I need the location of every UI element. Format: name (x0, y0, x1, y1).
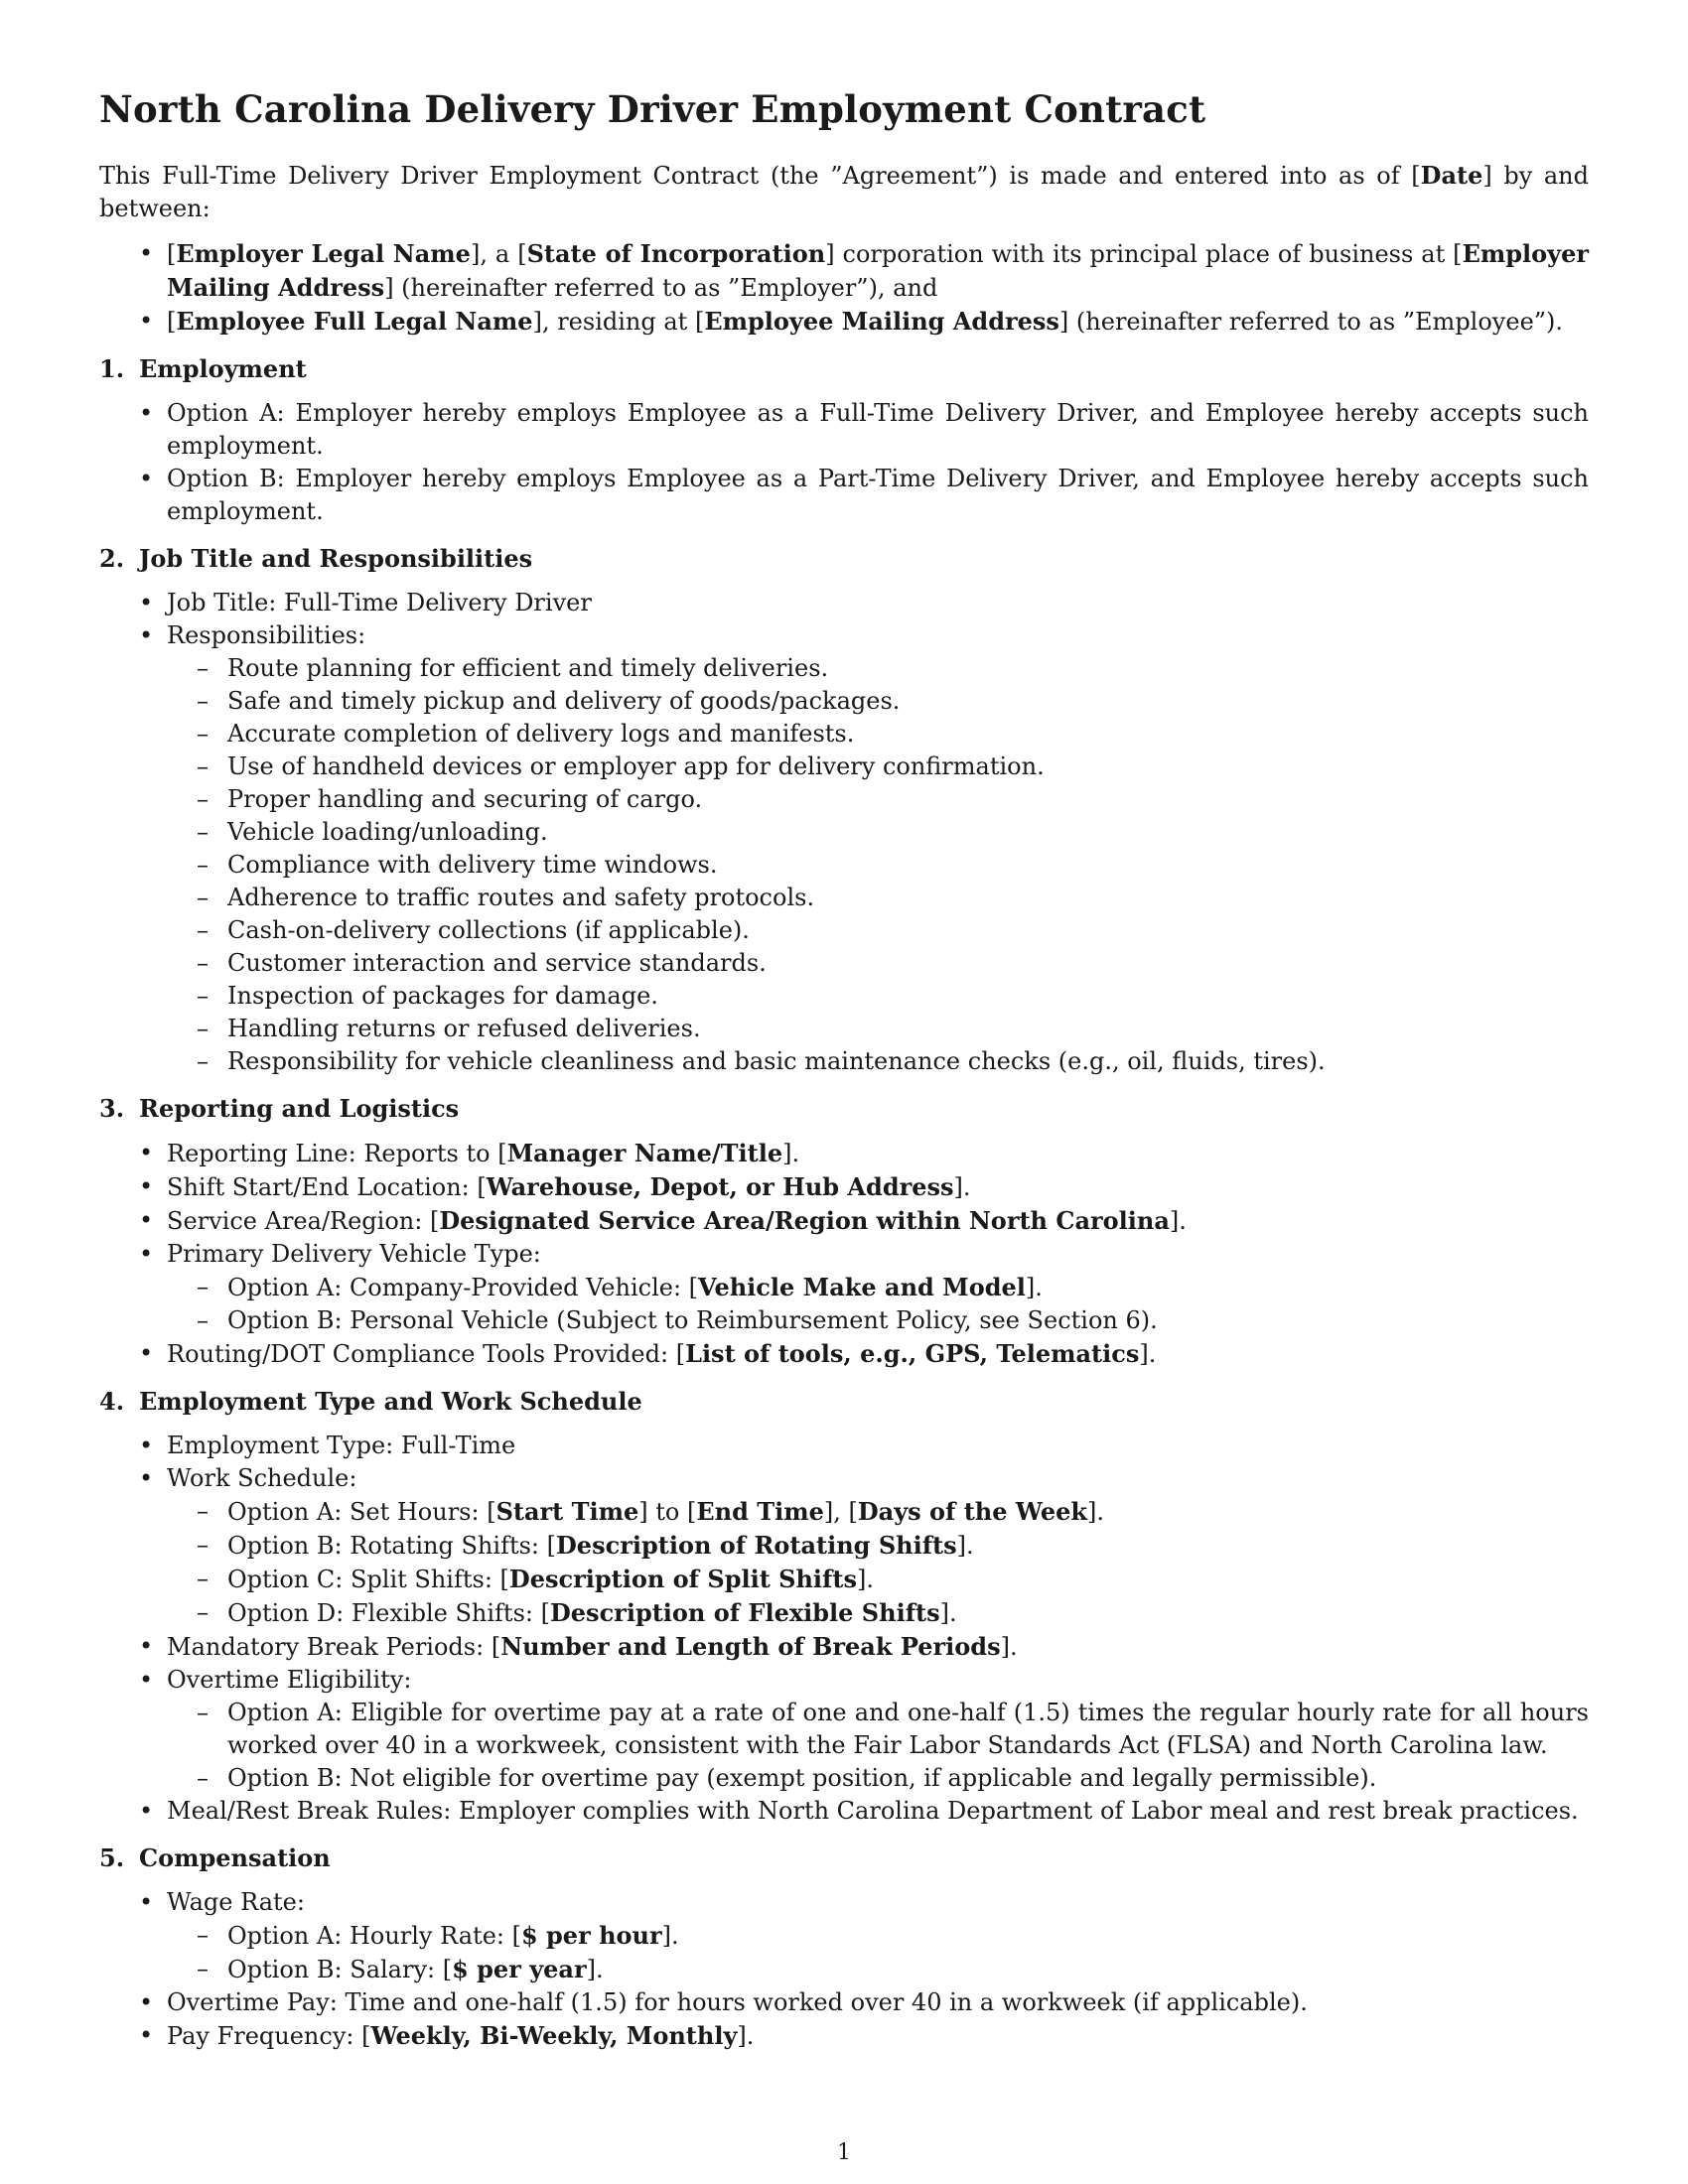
list-item: – Option C: Split Shifts: [Description of Split Shifts]. (167, 1563, 1589, 1596)
vehicle-options (167, 1271, 1589, 1337)
list-item: – Option D: Flexible Shifts: [Description of Flexible Shifts]. (167, 1596, 1589, 1630)
contract-page (99, 87, 1589, 2067)
page-number: 1 (837, 2140, 851, 2165)
reporting-list (99, 1137, 1589, 1371)
shift-location-item: • Shift Start/End Location: [Warehouse, Depot, or Hub Address]. (99, 1170, 1589, 1204)
schedule-list (99, 1430, 1589, 1828)
list-item: – Customer interaction and service standards. (167, 947, 1589, 980)
list-item: – Option A: Hourly Rate: [$ per hour]. (167, 1919, 1589, 1953)
list-item: – Use of handheld devices or employer app for delivery confirmation. (167, 751, 1589, 783)
employee-party: • [Employee Full Legal Name], residing at [Employee Mailing Address] (hereinafter referred to as ”Employee”). (99, 305, 1589, 339)
list-item: – Option A: Set Hours: [Start Time] to [End Time], [Days of the Week]. (167, 1495, 1589, 1529)
reporting-line-item: • Reporting Line: Reports to [Manager Name/Title]. (99, 1137, 1589, 1170)
employer-name-placeholder: Employer Legal Name (176, 239, 471, 268)
overtime-pay-item: • Overtime Pay: Time and one-half (1.5) for hours worked over 40 in a workweek (if applicable). (99, 1986, 1589, 2019)
list-item: – Cash-on-delivery collections (if applicable). (167, 914, 1589, 947)
employment-type-item: • Employment Type: Full-Time (99, 1430, 1589, 1462)
wage-options (167, 1919, 1589, 1986)
list-item: – Inspection of packages for damage. (167, 980, 1589, 1013)
section-heading-compensation: 5. Compensation (99, 1843, 331, 1872)
employee-address-placeholder: Employee Mailing Address (704, 307, 1059, 336)
document-title: North Carolina Delivery Driver Employment Contract (99, 87, 1206, 131)
overtime-eligibility-item: • Overtime Eligibility: – Option A: Eligible for overtime pay at a rate of one and one-half (1.5) times the regular hourly rate for all hours worked over 40 in a workweek, consistent with the Fair Labor Standards Act (FLSA) and North Carolina law. – Option B: Not eligible for overtime pay (exempt position, if applicable and legally permissible). (99, 1664, 1589, 1795)
list-item: – Vehicle loading/unloading. (167, 816, 1589, 849)
list-item: • Option A: Employer hereby employs Employee as a Full-Time Delivery Driver, and Employee hereby accepts such employment. (99, 397, 1589, 463)
intro-paragraph (99, 159, 1589, 225)
list-item: – Option B: Salary: [$ per year]. (167, 1953, 1589, 1986)
service-area-item: • Service Area/Region: [Designated Service Area/Region within North Carolina]. (99, 1204, 1589, 1238)
intro-text-end: ] by and between: (99, 162, 1590, 222)
responsibilities-list (167, 652, 1589, 1078)
work-schedule-item: • Work Schedule: – Option A: Set Hours: [Start Time] to [End Time], [Days of the Week]. – Option B: Rotating Shifts: [Description of Rotating Shifts]. – Option C: Split Shifts: [Description of Split Shifts]. – Option D: Flexible Shifts: [Description of Flexible Shifts]. (99, 1462, 1589, 1630)
wage-rate-item: • Wage Rate: – Option A: Hourly Rate: [$ per hour]. – Option B: Salary: [$ per year]. (99, 1886, 1589, 1986)
date-placeholder: Date (1420, 161, 1483, 190)
section-heading-schedule: 4. Employment Type and Work Schedule (99, 1387, 642, 1416)
vehicle-type-item: • Primary Delivery Vehicle Type: – Option A: Company-Provided Vehicle: [Vehicle Make and Model]. – Option B: Personal Vehicle (Subject to Reimbursement Policy, see Section 6). (99, 1238, 1589, 1337)
compensation-list (99, 1886, 1589, 2053)
section-heading-job-title: 2. Job Title and Responsibilities (99, 544, 533, 573)
job-title-list (99, 587, 1589, 1078)
list-item: – Option A: Eligible for overtime pay at a rate of one and one-half (1.5) times the regular hourly rate for all hours worked over 40 in a workweek, consistent with the Fair Labor Standards Act (FLSA) and North Carolina law. (167, 1697, 1589, 1762)
list-item: – Compliance with delivery time windows. (167, 849, 1589, 882)
intro-text: This Full-Time Delivery Driver Employment Contract (the ”Agreement”) is made and entered into as of [ (99, 162, 1421, 190)
meal-break-item: • Meal/Rest Break Rules: Employer complies with North Carolina Department of Labor meal and rest break practices. (99, 1795, 1589, 1828)
list-item: – Safe and timely pickup and delivery of goods/packages. (167, 685, 1589, 718)
schedule-options (167, 1495, 1589, 1630)
employer-address-placeholder: Employer Mailing Address (167, 239, 1590, 302)
responsibilities-item: • Responsibilities: – Route planning for efficient and timely deliveries. – Safe and timely pickup and delivery of goods/packages. – Accurate completion of delivery logs and manifests. – Use of handheld devices or employer app for delivery confirmation. – Proper handling and securing of cargo. – Vehicle loading/unloading. – Compliance with delivery time windows. – Adherence to traffic routes and safety protocols. – Cash-on-delivery collections (if applicable). – Customer interaction and service standards. – Inspection of packages for damage. – Handling returns or refused deliveries. – Responsibility for vehicle cleanliness and basic maintenance checks (e.g., oil, fluids, tires). (99, 619, 1589, 1078)
job-title-item: • Job Title: Full-Time Delivery Driver (99, 587, 1589, 619)
list-item: – Handling returns or refused deliveries. (167, 1013, 1589, 1045)
list-item: – Route planning for efficient and timely deliveries. (167, 652, 1589, 685)
section-heading-reporting: 3. Reporting and Logistics (99, 1094, 460, 1123)
employment-options (99, 397, 1589, 528)
break-periods-item: • Mandatory Break Periods: [Number and Length of Break Periods]. (99, 1630, 1589, 1664)
list-item: – Option A: Company-Provided Vehicle: [Vehicle Make and Model]. (167, 1271, 1589, 1304)
section-heading-employment: 1. Employment (99, 354, 307, 383)
list-item: – Adherence to traffic routes and safety protocols. (167, 882, 1589, 914)
employer-party: • [Employer Legal Name], a [State of Incorporation] corporation with its principal place of business at [Employer Mailing Address] (hereinafter referred to as ”Employer”), and (99, 237, 1589, 305)
parties-list (99, 237, 1589, 339)
list-item: – Option B: Personal Vehicle (Subject to Reimbursement Policy, see Section 6). (167, 1304, 1589, 1337)
pay-frequency-item: • Pay Frequency: [Weekly, Bi-Weekly, Monthly]. (99, 2019, 1589, 2053)
list-item: • Option B: Employer hereby employs Employee as a Part-Time Delivery Driver, and Employee hereby accepts such employment. (99, 463, 1589, 528)
list-item: – Proper handling and securing of cargo. (167, 783, 1589, 816)
list-item: – Responsibility for vehicle cleanliness and basic maintenance checks (e.g., oil, fluids, tires). (167, 1045, 1589, 1078)
list-item: – Option B: Rotating Shifts: [Description of Rotating Shifts]. (167, 1529, 1589, 1563)
overtime-options (167, 1697, 1589, 1795)
list-item: – Option B: Not eligible for overtime pay (exempt position, if applicable and legally permissible). (167, 1762, 1589, 1795)
list-item: – Accurate completion of delivery logs and manifests. (167, 718, 1589, 751)
employee-name-placeholder: Employee Full Legal Name (176, 307, 533, 336)
tools-item: • Routing/DOT Compliance Tools Provided: [List of tools, e.g., GPS, Telematics]. (99, 1337, 1589, 1371)
state-placeholder: State of Incorporation (526, 239, 826, 268)
